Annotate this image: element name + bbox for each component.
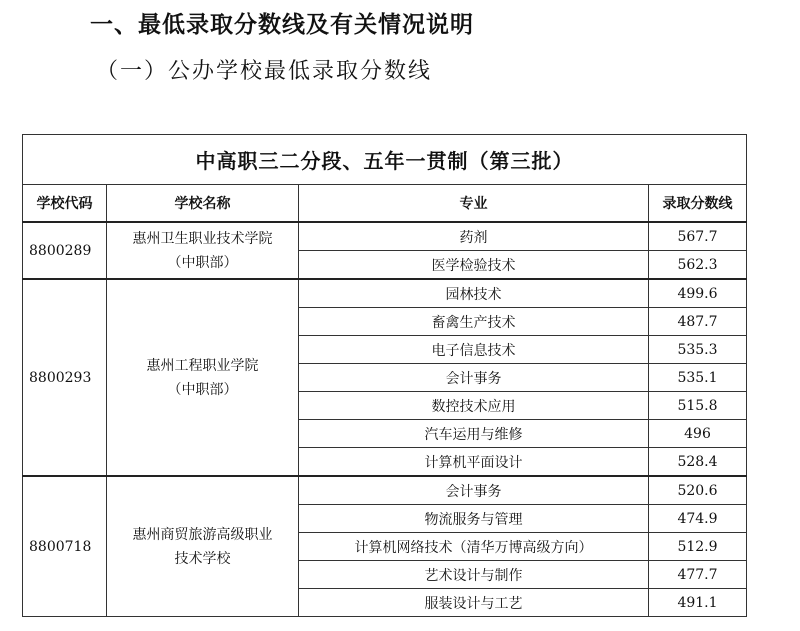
major-name: 计算机平面设计 — [299, 448, 649, 477]
school-name-line1: 惠州工程职业学院 — [146, 357, 259, 374]
admission-score: 535.1 — [649, 364, 747, 392]
major-name: 会计事务 — [299, 476, 649, 505]
table-row — [23, 279, 747, 308]
section-heading: 一、最低录取分数线及有关情况说明 — [90, 12, 474, 38]
column-header-code: 学校代码 — [23, 185, 107, 223]
school-name-line1: 惠州商贸旅游高级职业 — [132, 526, 273, 543]
major-name: 服装设计与工艺 — [299, 589, 649, 617]
major-name: 电子信息技术 — [299, 336, 649, 364]
major-name: 汽车运用与维修 — [299, 420, 649, 448]
school-code: 8800293 — [23, 279, 107, 476]
table-row — [23, 222, 747, 251]
admission-score: 528.4 — [649, 448, 747, 477]
major-name: 数控技术应用 — [299, 392, 649, 420]
major-name: 会计事务 — [299, 364, 649, 392]
admission-score: 515.8 — [649, 392, 747, 420]
major-name: 药剂 — [299, 222, 649, 251]
subsection-heading: （一）公办学校最低录取分数线 — [96, 59, 433, 84]
school-name-line1: 惠州卫生职业技术学院 — [132, 230, 273, 247]
column-header-major: 专业 — [299, 185, 649, 223]
admission-score: 474.9 — [649, 505, 747, 533]
school-name — [107, 279, 299, 476]
table-title-row — [23, 135, 747, 185]
admission-score: 477.7 — [649, 561, 747, 589]
major-name: 医学检验技术 — [299, 251, 649, 280]
school-name — [107, 222, 299, 279]
table-header-row — [23, 185, 747, 223]
admission-score: 491.1 — [649, 589, 747, 617]
admission-score: 512.9 — [649, 533, 747, 561]
major-name: 畜禽生产技术 — [299, 308, 649, 336]
table-row — [23, 476, 747, 505]
major-name: 物流服务与管理 — [299, 505, 649, 533]
admission-score: 535.3 — [649, 336, 747, 364]
major-name: 艺术设计与制作 — [299, 561, 649, 589]
column-header-score: 录取分数线 — [649, 185, 747, 223]
admission-score-table — [22, 134, 747, 617]
admission-score: 562.3 — [649, 251, 747, 280]
school-name — [107, 476, 299, 617]
admission-score: 487.7 — [649, 308, 747, 336]
column-header-school: 学校名称 — [107, 185, 299, 223]
table-title: 中高职三二分段、五年一贯制（第三批） — [23, 135, 747, 185]
major-name: 园林技术 — [299, 279, 649, 308]
school-name-line2: （中职部） — [167, 254, 238, 271]
school-code: 8800718 — [23, 476, 107, 617]
major-name: 计算机网络技术（清华万博高级方向） — [299, 533, 649, 561]
admission-score: 567.7 — [649, 222, 747, 251]
admission-score: 496 — [649, 420, 747, 448]
admission-score: 520.6 — [649, 476, 747, 505]
school-name-line2: 技术学校 — [174, 550, 231, 567]
school-code: 8800289 — [23, 222, 107, 279]
school-name-line2: （中职部） — [167, 381, 238, 398]
admission-score: 499.6 — [649, 279, 747, 308]
